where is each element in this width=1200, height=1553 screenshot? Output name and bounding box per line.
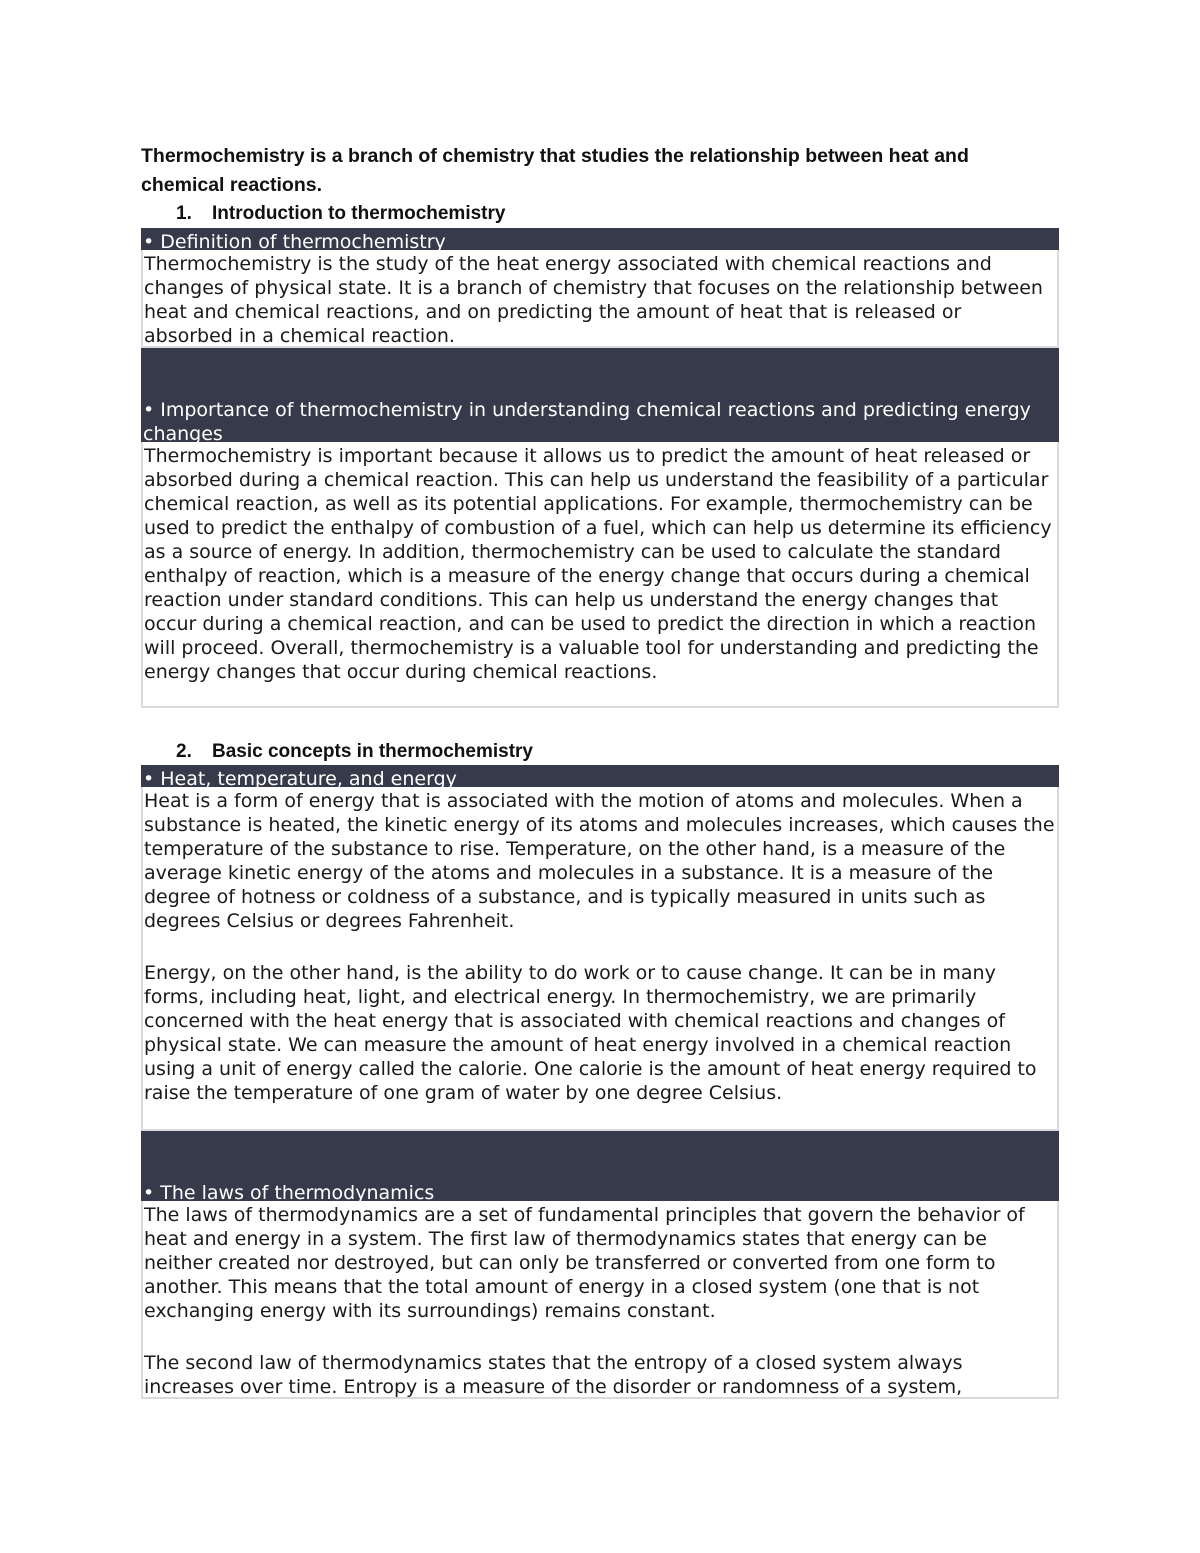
importance-block xyxy=(141,348,1059,708)
paragraph: Heat is a form of energy that is associated with the motion of atoms and molecules. When a substance is heated, the kinetic energy of its atoms and molecules increases, which causes the temperature of the substance to rise. Temperature, on the other hand, is a measure of the average kinetic energy of the atoms and molecules in a substance. It is a measure of the degree of hotness or coldness of a substance, and is typically measured in units such as degrees Celsius or degrees Fahrenheit. xyxy=(144,790,1055,932)
section-heading-basic-concepts xyxy=(176,740,533,764)
paragraph: Thermochemistry is the study of the heat energy associated with chemical reactions and changes of physical state. It is a branch of chemistry that focuses on the relationship between heat and chemical reactions, and on predicting the amount of heat that is released or absorbed in a chemical reaction. xyxy=(144,253,1043,347)
paragraph: The second law of thermodynamics states that the entropy of a closed system always increases over time. Entropy is a measure of the disorder or randomness of a system, xyxy=(144,1352,963,1398)
section-number: 1. xyxy=(176,203,192,224)
section-title: Introduction to thermochemistry xyxy=(212,203,506,224)
block-content xyxy=(141,1201,1059,1399)
block-header-bar xyxy=(141,348,1059,445)
block-header-bar xyxy=(141,765,1059,790)
block-header-text: • Heat, temperature, and energy xyxy=(143,768,457,790)
paragraph: Energy, on the other hand, is the ability to do work or to cause change. It can be in many forms, including heat, light, and electrical energy. In thermochemistry, we are primarily concerned with the heat energy that is associated with chemical reactions and changes of physical state. We can measure the amount of heat energy involved in a chemical reaction using a unit of energy called the calorie. One calorie is the amount of heat energy required to raise the temperature of one gram of water by one degree Celsius. xyxy=(144,962,1037,1104)
block-content xyxy=(141,250,1059,348)
block-content xyxy=(141,787,1059,1131)
block-header-text: • Importance of thermochemistry in understanding chemical reactions and predicting energy changes xyxy=(143,399,1031,445)
paragraph: The laws of thermodynamics are a set of fundamental principles that govern the behavior of heat and energy in a system. The first law of thermodynamics states that energy can be neither created nor destroyed, but can only be transferred or converted from one form to another. This means that the total amount of energy in a closed system (one that is not exchanging energy with its surroundings) remains constant. xyxy=(144,1204,1025,1322)
section-heading-introduction xyxy=(176,202,505,226)
block-content xyxy=(141,442,1059,708)
block-header-bar xyxy=(141,1131,1059,1204)
paragraph: Thermochemistry is important because it allows us to predict the amount of heat released or absorbed during a chemical reaction. This can help us understand the feasibility of a particular chemical reaction, as well as its potential applications. For example, thermochemistry can be used to predict the enthalpy of combustion of a fuel, which can help us determine its efficiency as a source of energy. In addition, thermochemistry can be used to calculate the standard enthalpy of reaction, which is a measure of the energy change that occurs during a chemical reaction under standard conditions. This can help us understand the energy changes that occur during a chemical reaction, and can be used to predict the direction in which a reaction will proceed. Overall, thermochemistry is a valuable tool for understanding and predicting the energy changes that occur during chemical reactions. xyxy=(144,445,1052,683)
section-number: 2. xyxy=(176,741,192,762)
laws-of-thermodynamics-block xyxy=(141,1131,1059,1399)
block-header-bar xyxy=(141,228,1059,253)
document-title: Thermochemistry is a branch of chemistry that studies the relationship between heat and chemical reactions. xyxy=(141,145,969,196)
definition-block xyxy=(141,228,1059,348)
section-title: Basic concepts in thermochemistry xyxy=(212,741,533,762)
block-header-text: • The laws of thermodynamics xyxy=(143,1182,435,1204)
block-header-text: • Definition of thermochemistry xyxy=(143,231,446,253)
heat-temperature-energy-block xyxy=(141,765,1059,1131)
